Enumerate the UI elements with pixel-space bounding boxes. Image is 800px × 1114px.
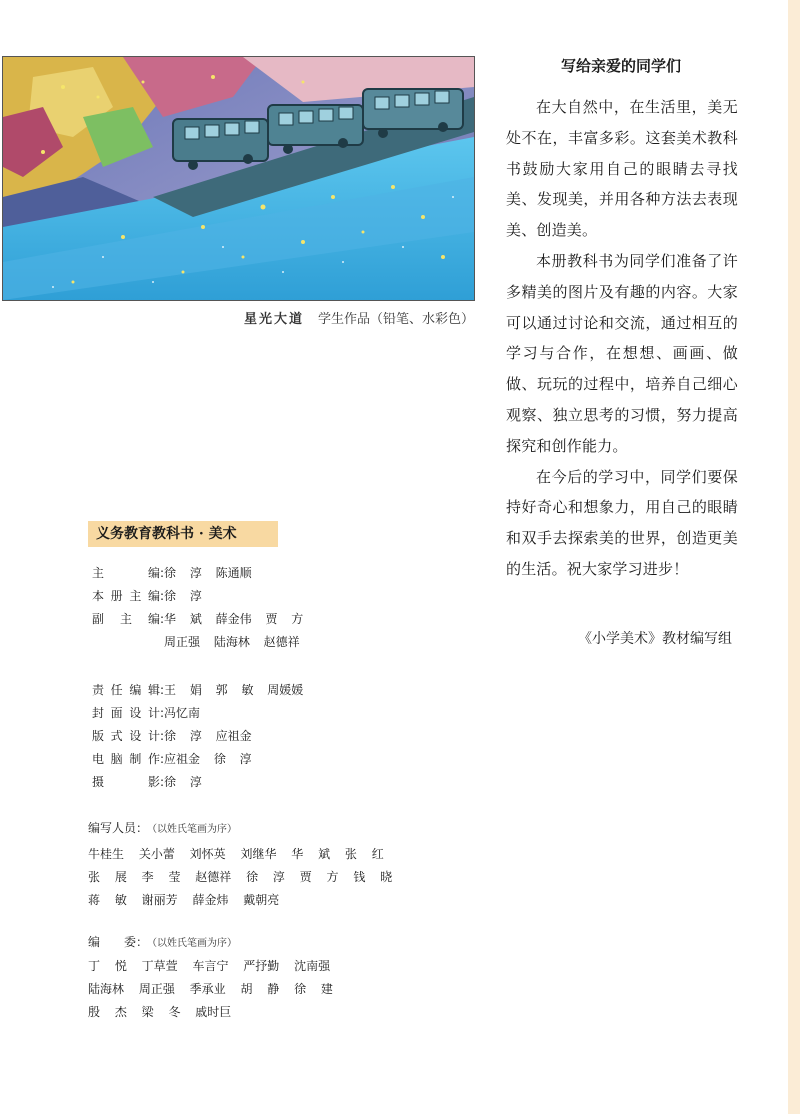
credit-row: 版式设计:徐 淳 应祖金 <box>92 729 252 743</box>
letter-title: 写给亲爱的同学们 <box>560 57 681 75</box>
credit-label: 电脑制作 <box>92 752 160 766</box>
letter-body <box>506 92 738 585</box>
writers-row-2: 张 展 李 莹 赵德祥 徐 淳 贾 方 钱 晓 <box>88 870 393 884</box>
committee-heading <box>88 933 237 950</box>
page-edge-strip <box>788 0 800 1114</box>
credit-label: 版式设计 <box>92 729 160 743</box>
letter-paragraph-1: 在大自然中，在生活里，美无处不在，丰富多彩。这套美术教科书鼓励大家用自己的眼睛去寻找美、发现美，并用各种方法去表现美、创造美。 <box>506 98 738 240</box>
credit-row: 主编:徐 淳 陈通顺 <box>92 566 252 580</box>
book-title: 义务教育教科书 · 美术 <box>88 521 278 547</box>
painting-note: 学生作品（铅笔、水彩色） <box>317 312 474 327</box>
credit-value: 徐 淳 <box>164 775 202 789</box>
painting-title: 星光大道 <box>243 312 304 327</box>
committee-note: （以姓氏笔画为序） <box>152 938 238 949</box>
credit-value: 徐 淳 应祖金 <box>164 729 252 743</box>
writers-row-1: 牛桂生 关小蕾 刘怀英 刘继华 华 斌 张 红 <box>88 847 384 861</box>
credit-label: 本册主编 <box>92 589 160 603</box>
painting-caption <box>244 308 474 327</box>
credit-label: 封面设计 <box>92 706 160 720</box>
starlight-train-illustration <box>3 57 474 300</box>
credit-value: 华 斌 薛金伟 贾 方 <box>164 612 304 626</box>
committee-row-1: 丁 悦 丁草萱 车言宁 严抒勤 沈南强 <box>88 959 331 973</box>
credit-label: 责任编辑 <box>92 683 160 697</box>
credit-value: 冯忆南 <box>164 706 201 720</box>
letter-paragraph-2: 本册教科书为同学们准备了许多精美的图片及有趣的内容。大家可以通过讨论和交流，通过相互的学习与合作，在想想、画画、做做、玩玩的过程中，培养自己细心观察、独立思考的习惯，努力提高探究和创作能力。 <box>506 251 738 455</box>
credit-row: 责任编辑:王 娟 郭 敏 周媛媛 <box>92 683 304 697</box>
credit-row: 封面设计:冯忆南 <box>92 706 201 720</box>
committee-row-2: 陆海林 周正强 季承业 胡 静 徐 建 <box>88 982 333 996</box>
letter-signature: 《小学美术》教材编写组 <box>578 631 732 647</box>
credit-row: 本册主编:徐 淳 <box>92 589 202 603</box>
writers-row-3: 蒋 敏 谢丽芳 薛金炜 戴朝亮 <box>88 893 280 907</box>
credit-value: 周正强 陆海林 赵德祥 <box>164 635 300 649</box>
committee-row-3: 殷 杰 梁 冬 戚时巨 <box>88 1005 232 1019</box>
writers-label: 编写人员： <box>88 821 149 835</box>
credit-label: 副主编 <box>92 612 160 626</box>
credit-value: 王 娟 郭 敏 周媛媛 <box>164 683 304 697</box>
student-painting <box>2 56 475 301</box>
writers-note: （以姓氏笔画为序） <box>152 824 238 835</box>
credit-row: 电脑制作:应祖金 徐 淳 <box>92 752 252 766</box>
committee-label: 编 委： <box>88 935 149 949</box>
credit-value: 徐 淳 <box>164 589 202 603</box>
credit-value: 徐 淳 陈通顺 <box>164 566 252 580</box>
writers-heading <box>88 819 237 836</box>
credit-label: 主编 <box>92 566 160 580</box>
letter-paragraph-3: 在今后的学习中，同学们要保持好奇心和想象力，用自己的眼睛和双手去探索美的世界，创造更美的生活。祝大家学习进步！ <box>506 467 738 578</box>
credit-row: 副主编:华 斌 薛金伟 贾 方 <box>92 612 304 626</box>
credit-label: 摄影 <box>92 775 160 789</box>
credit-row: 摄影:徐 淳 <box>92 775 202 789</box>
credit-row <box>92 634 300 650</box>
credit-value: 应祖金 徐 淳 <box>164 752 252 766</box>
